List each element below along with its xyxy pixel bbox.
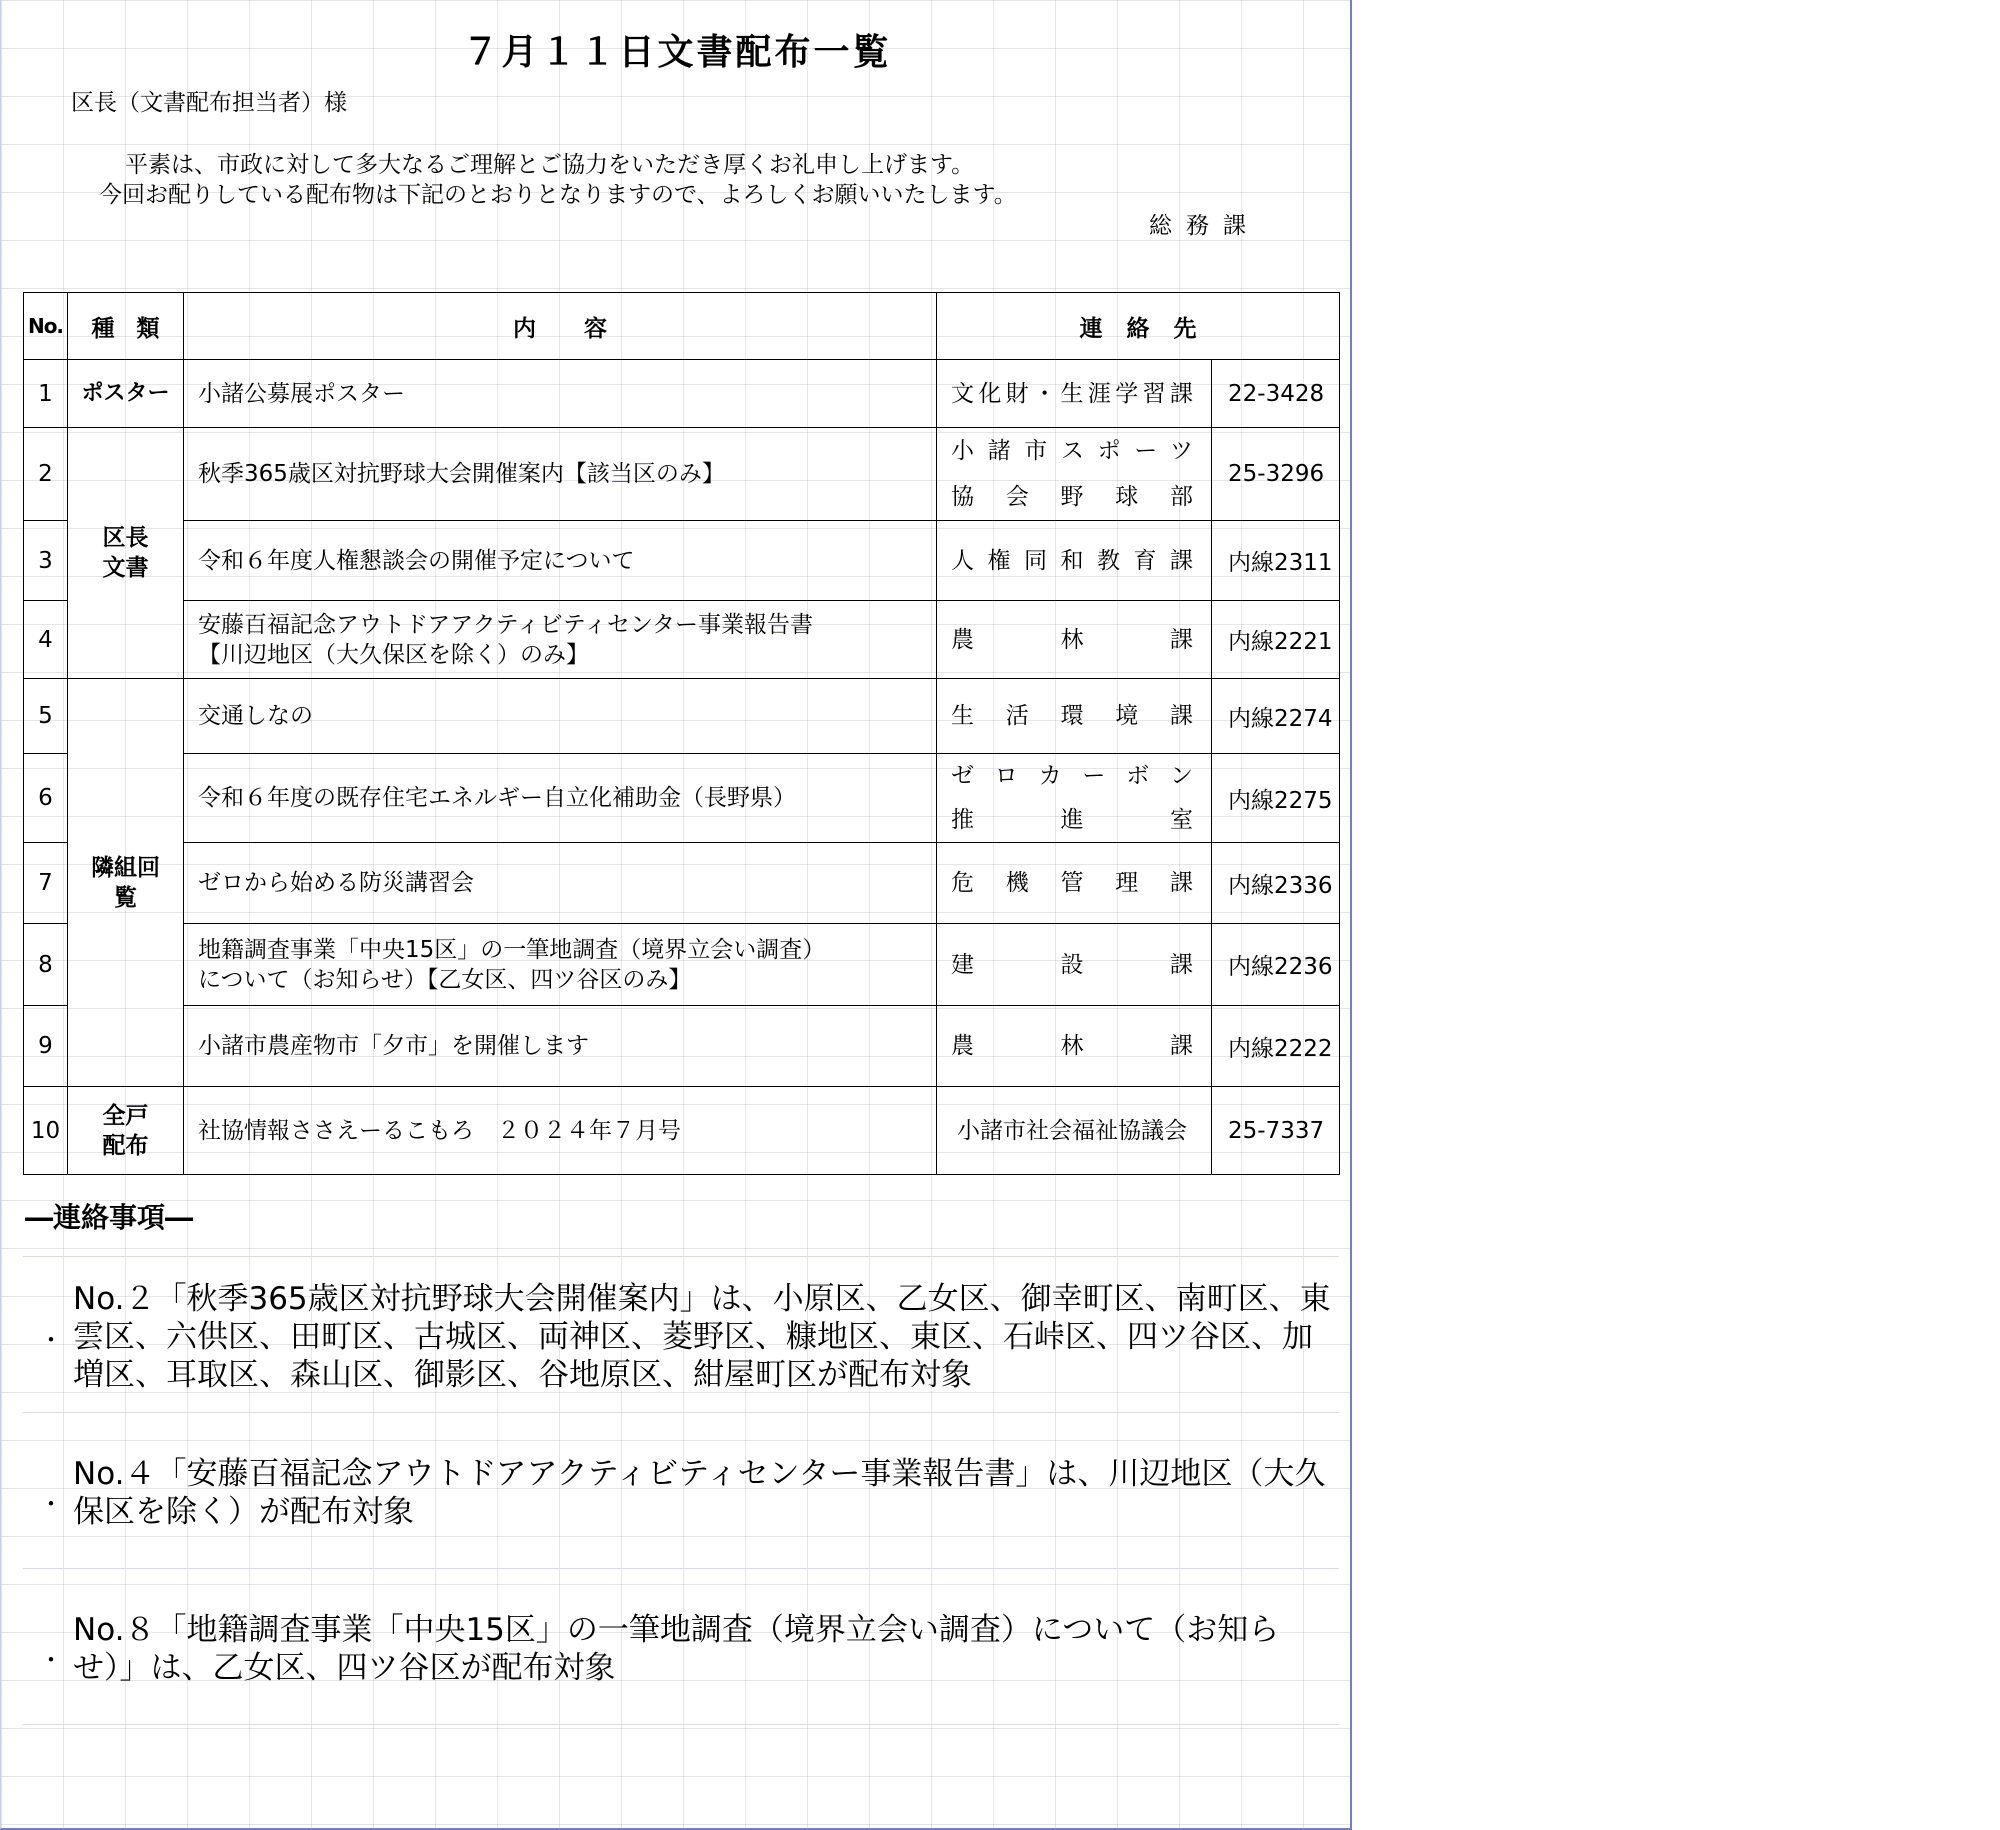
row-content: 令和６年度人権懇談会の開催予定について — [184, 521, 937, 601]
header-no: No. — [24, 293, 68, 360]
row-content-line-2: 【川辺地区（大久保区を除く）のみ】 — [198, 641, 589, 668]
row-no: 9 — [24, 1006, 68, 1087]
row-department — [937, 924, 1212, 1006]
row-no: 5 — [24, 679, 68, 754]
notes-heading: ―連絡事項― — [25, 1201, 194, 1234]
table-row — [24, 924, 1340, 1006]
row-content: ゼロから始める防災講習会 — [184, 843, 937, 924]
row-content — [184, 924, 937, 1006]
row-content: 小諸市農産物市「夕市」を開催します — [184, 1006, 937, 1087]
table-row — [24, 1006, 1340, 1087]
row-department — [937, 601, 1212, 679]
row-content: 交通しなの — [184, 679, 937, 754]
row-content-line-1: 安藤百福記念アウトドアアクティビティセンター事業報告書 — [198, 611, 814, 638]
row-phone: 25-7337 — [1212, 1087, 1340, 1175]
note-item-3: No.８「地籍調査事業「中央15区」の一筆地調査（境界立会い調査）について（お知らせ）」は、乙女区、四ツ谷区が配布対象 — [73, 1612, 1280, 1686]
kind-kucho-label: 区長文書 — [102, 525, 149, 581]
row-no: 2 — [24, 428, 68, 521]
row-phone: 22-3428 — [1212, 360, 1340, 428]
note-bullet: ・ — [39, 1646, 63, 1674]
row-phone: 25-3296 — [1212, 428, 1340, 521]
sender-department: 総務課 — [1149, 213, 1260, 239]
table-row — [24, 843, 1340, 924]
table-row — [24, 1087, 1340, 1175]
row-content: 小諸公募展ポスター — [184, 360, 937, 428]
kind-poster: ポスター — [68, 360, 184, 428]
row-no: 10 — [24, 1087, 68, 1175]
table-row — [24, 360, 1340, 428]
distribution-table — [23, 292, 1340, 1175]
row-phone: 内線2275 — [1212, 754, 1340, 843]
note-item-1: No.２「秋季365歳区対抗野球大会開催案内」は、小原区、乙女区、御幸町区、南町区、東雲区、六供区、田町区、古城区、両神区、菱野区、糠地区、東区、石峠区、四ツ谷区、加増区、耳取区、森山区、御影区、谷地原区、紺屋町区が配布対象 — [73, 1281, 1331, 1393]
row-department — [937, 843, 1212, 924]
row-content: 社協情報ささえーるこもろ ２０２４年７月号 — [184, 1087, 937, 1175]
row-department-label: 文化財・生涯学習課 — [951, 380, 1193, 407]
row-content — [184, 601, 937, 679]
row-phone: 内線2336 — [1212, 843, 1340, 924]
table-row — [24, 754, 1340, 843]
header-content — [184, 293, 937, 360]
row-phone: 内線2274 — [1212, 679, 1340, 754]
row-department — [937, 679, 1212, 754]
header-contact — [937, 293, 1340, 360]
row-no: 4 — [24, 601, 68, 679]
row-department — [937, 754, 1212, 843]
note-bullet: ・ — [39, 1490, 63, 1518]
row-department — [937, 428, 1212, 521]
header-kind — [68, 293, 184, 360]
row-department-label: 生活環境課 — [951, 703, 1193, 729]
kind-rinpo-label: 隣組回覧 — [91, 854, 160, 911]
table-row — [24, 679, 1340, 754]
kind-kucho — [68, 428, 184, 679]
row-department-line-2: 協会野球部 — [951, 484, 1193, 510]
row-department — [937, 360, 1212, 428]
row-department-label: 小諸市社会福祉協議会 — [957, 1117, 1187, 1144]
notes-divider — [23, 1724, 1339, 1725]
row-department-line-1: ゼロカーボン — [951, 763, 1193, 789]
kind-zenko — [68, 1087, 184, 1175]
kind-zenko-label: 全戸配布 — [102, 1102, 149, 1159]
notes-divider — [23, 1256, 1339, 1257]
page-title: ７月１１日文書配布一覧 — [462, 32, 892, 73]
row-department-label: 人権同和教育課 — [951, 547, 1193, 574]
row-department — [937, 521, 1212, 601]
row-department-label: 建設課 — [951, 951, 1193, 978]
row-no: 7 — [24, 843, 68, 924]
notes-divider — [23, 1412, 1339, 1413]
row-no: 8 — [24, 924, 68, 1006]
row-department-label: 農林課 — [951, 626, 1193, 653]
note-item-2: No.４「安藤百福記念アウトドアアクティビティセンター事業報告書」は、川辺地区（大久保区を除く）が配布対象 — [73, 1456, 1326, 1530]
row-no: 3 — [24, 521, 68, 601]
row-department-line-2: 推進室 — [951, 807, 1193, 833]
greeting-line-1: 平素は、市政に対して多大なるご理解とご協力をいただき厚くお礼申し上げます。 — [125, 152, 975, 178]
addressee: 区長（文書配布担当者）様 — [71, 90, 347, 116]
row-department — [937, 1087, 1212, 1175]
table-row — [24, 521, 1340, 601]
row-content-line-2: について（お知らせ）【乙女区、四ツ谷区のみ】 — [198, 966, 692, 993]
row-department-line-1: 小諸市スポーツ — [951, 438, 1193, 464]
header-contact-label: 連絡先 — [1079, 315, 1221, 342]
row-no: 6 — [24, 754, 68, 843]
row-department-label: 危機管理課 — [951, 870, 1193, 896]
row-content: 令和６年度の既存住宅エネルギー自立化補助金（長野県） — [184, 754, 937, 843]
row-content: 秋季365歳区対抗野球大会開催案内【該当区のみ】 — [184, 428, 937, 521]
greeting-line-2: 今回お配りしている配布物は下記のとおりとなりますので、よろしくお願いいたします。 — [99, 182, 1017, 208]
row-phone: 内線2311 — [1212, 521, 1340, 601]
row-department — [937, 1006, 1212, 1087]
note-bullet: ・ — [39, 1326, 63, 1354]
row-department-label: 農林課 — [951, 1033, 1193, 1059]
header-content-label: 内容 — [513, 315, 655, 342]
row-content-line-1: 地籍調査事業「中央15区」の一筆地調査（境界立会い調査） — [198, 936, 826, 963]
row-no: 1 — [24, 360, 68, 428]
row-phone: 内線2236 — [1212, 924, 1340, 1006]
table-header-row — [24, 293, 1340, 360]
row-phone: 内線2222 — [1212, 1006, 1340, 1087]
notes-divider — [23, 1568, 1339, 1569]
table-row — [24, 428, 1340, 521]
kind-rinpo — [68, 679, 184, 1087]
row-phone: 内線2221 — [1212, 601, 1340, 679]
table-row — [24, 601, 1340, 679]
header-kind-label: 種類 — [91, 315, 182, 342]
